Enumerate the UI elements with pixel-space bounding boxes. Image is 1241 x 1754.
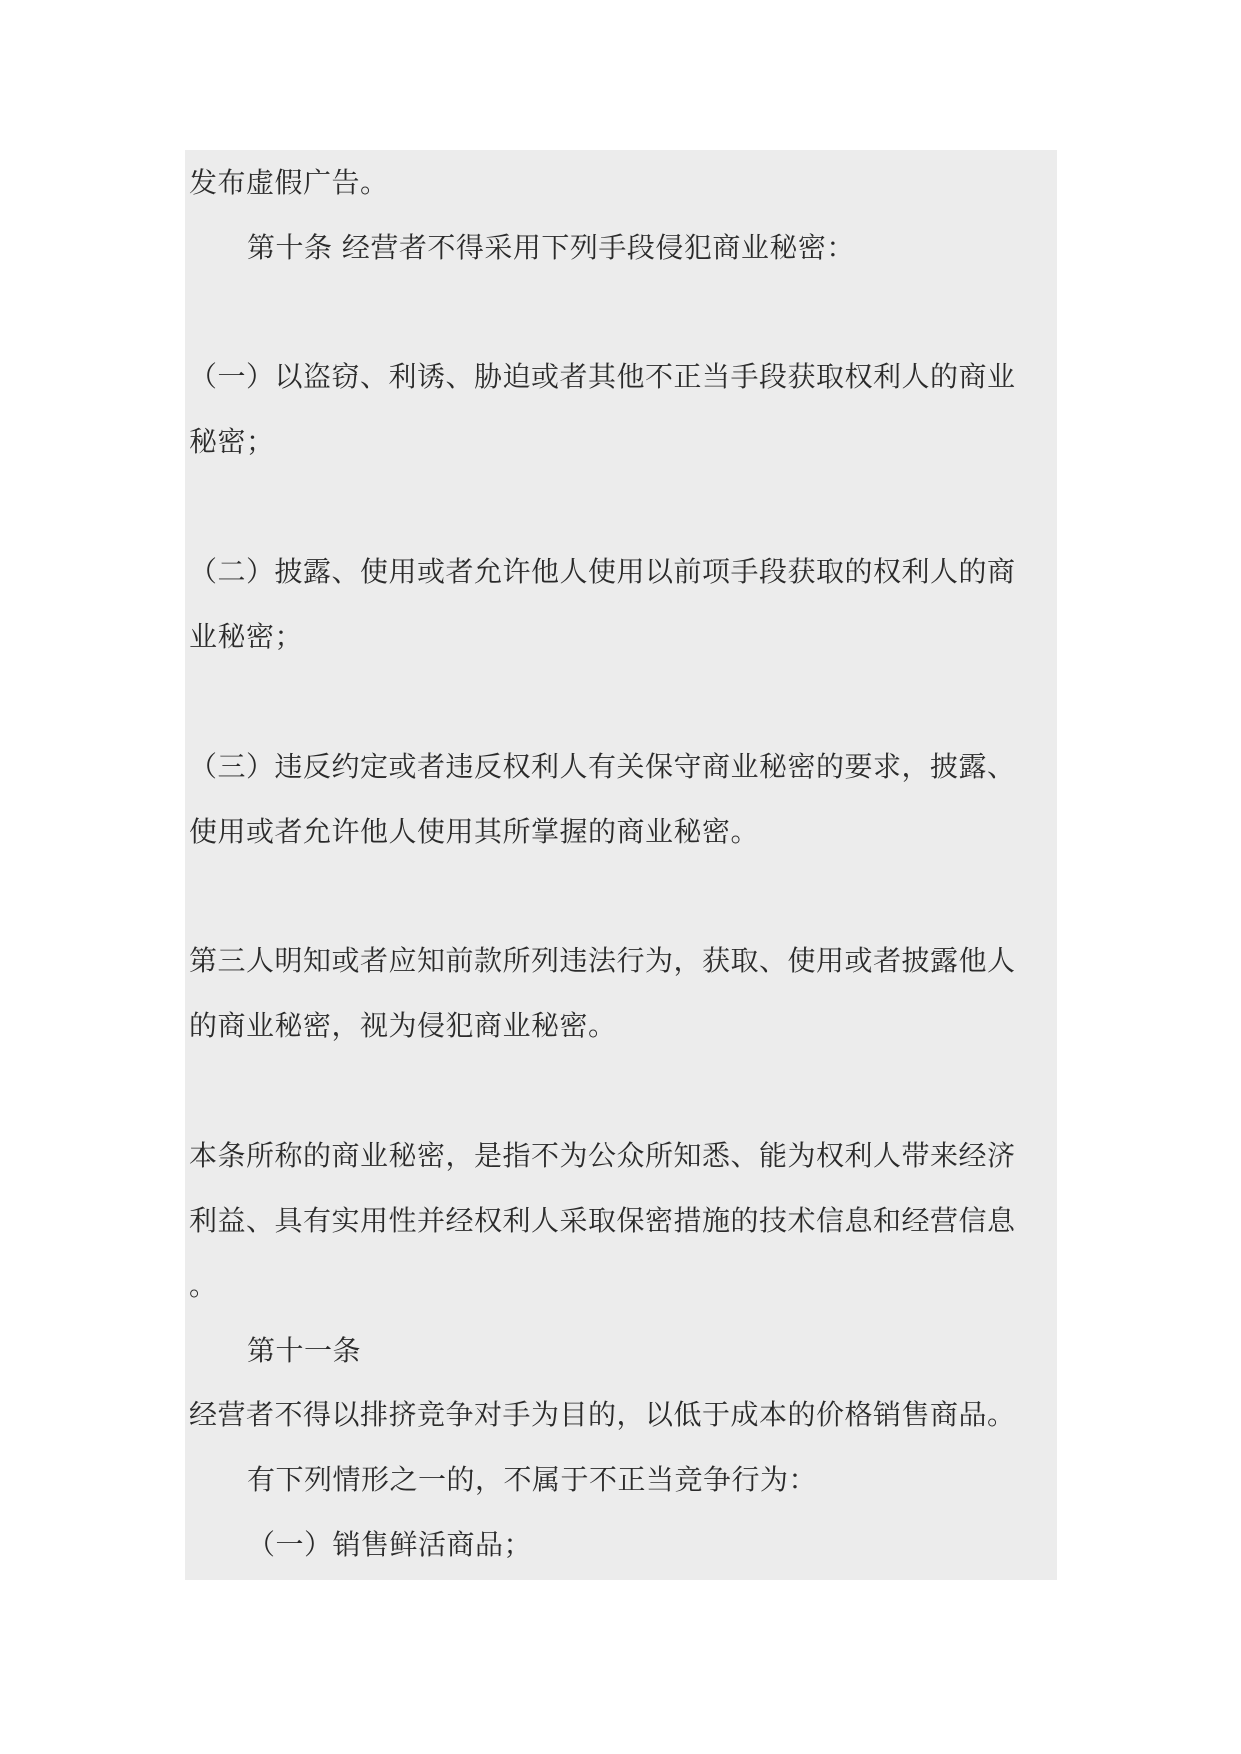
text-line: （一）销售鲜活商品； (247, 1528, 533, 1561)
text-line: 。 (189, 1269, 218, 1302)
article-10-heading: 第十条 经营者不得采用下列手段侵犯商业秘密： (247, 231, 855, 264)
text-line: 利益、具有实用性并经权利人采取保密措施的技术信息和经营信息 (189, 1204, 1016, 1237)
text-line: 本条所称的商业秘密，是指不为公众所知悉、能为权利人带来经济 (189, 1139, 1016, 1172)
text-line: 使用或者允许他人使用其所掌握的商业秘密。 (189, 815, 760, 848)
text-line: （三）违反约定或者违反权利人有关保守商业秘密的要求，披露、 (189, 750, 1016, 783)
text-line: （一）以盗窃、利诱、胁迫或者其他不正当手段获取权利人的商业 (189, 360, 1016, 393)
text-line: 业秘密； (189, 620, 304, 653)
article-11-heading: 第十一条 (247, 1334, 362, 1367)
text-line: 经营者不得以排挤竞争对手为目的，以低于成本的价格销售商品。 (189, 1398, 1016, 1431)
text-line: 第三人明知或者应知前款所列违法行为，获取、使用或者披露他人 (189, 944, 1016, 977)
text-line: 的商业秘密，视为侵犯商业秘密。 (189, 1009, 617, 1042)
text-line: 秘密； (189, 425, 275, 458)
text-line: 发布虚假广告。 (189, 166, 389, 199)
text-line: 有下列情形之一的，不属于不正当竞争行为： (247, 1463, 818, 1496)
text-line: （二）披露、使用或者允许他人使用以前项手段获取的权利人的商 (189, 555, 1016, 588)
